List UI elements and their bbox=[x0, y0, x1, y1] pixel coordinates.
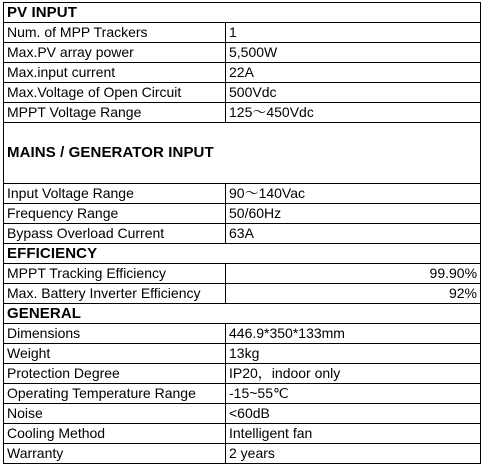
section-title-pv-input: PV INPUT bbox=[4, 3, 481, 23]
row-label: Input Voltage Range bbox=[4, 184, 226, 204]
row-label: Weight bbox=[4, 344, 226, 364]
section-header-row bbox=[4, 304, 481, 324]
row-label: Warranty bbox=[4, 444, 226, 464]
table-row bbox=[4, 424, 481, 444]
row-value: 22A bbox=[226, 63, 481, 83]
table-row bbox=[4, 63, 481, 83]
row-label: Num. of MPP Trackers bbox=[4, 23, 226, 43]
section-title-mains-generator-input: MAINS / GENERATOR INPUT bbox=[4, 123, 481, 184]
table-row bbox=[4, 364, 481, 384]
row-label: Cooling Method bbox=[4, 424, 226, 444]
row-value: 1 bbox=[226, 23, 481, 43]
row-value: 50/60Hz bbox=[226, 204, 481, 224]
table-row bbox=[4, 284, 481, 304]
table-row bbox=[4, 103, 481, 123]
row-label: Dimensions bbox=[4, 324, 226, 344]
section-title-general: GENERAL bbox=[4, 304, 481, 324]
row-value: 125～450Vdc bbox=[226, 103, 481, 123]
row-label: Noise bbox=[4, 404, 226, 424]
row-value: IP20，indoor only bbox=[226, 364, 481, 384]
table-row bbox=[4, 264, 481, 284]
row-value: 90～140Vac bbox=[226, 184, 481, 204]
table-row bbox=[4, 184, 481, 204]
table-row bbox=[4, 224, 481, 244]
row-label: Bypass Overload Current bbox=[4, 224, 226, 244]
table-row bbox=[4, 404, 481, 424]
table-row bbox=[4, 23, 481, 43]
row-label: Max.input current bbox=[4, 63, 226, 83]
section-title-efficiency: EFFICIENCY bbox=[4, 244, 481, 264]
table-row bbox=[4, 83, 481, 103]
row-value: 99.90% bbox=[226, 264, 481, 284]
table-row bbox=[4, 444, 481, 464]
row-value: 2 years bbox=[226, 444, 481, 464]
row-value: 500Vdc bbox=[226, 83, 481, 103]
table-row bbox=[4, 43, 481, 63]
row-value: 92% bbox=[226, 284, 481, 304]
row-label: Max.PV array power bbox=[4, 43, 226, 63]
row-label: MPPT Tracking Efficiency bbox=[4, 264, 226, 284]
row-label: Frequency Range bbox=[4, 204, 226, 224]
row-value: Intelligent fan bbox=[226, 424, 481, 444]
row-value: <60dB bbox=[226, 404, 481, 424]
table-row bbox=[4, 204, 481, 224]
row-label: MPPT Voltage Range bbox=[4, 103, 226, 123]
table-row bbox=[4, 384, 481, 404]
row-label: Max.Voltage of Open Circuit bbox=[4, 83, 226, 103]
section-header-row bbox=[4, 123, 481, 184]
row-value: -15~55℃ bbox=[226, 384, 481, 404]
row-value: 5,500W bbox=[226, 43, 481, 63]
row-value: 63A bbox=[226, 224, 481, 244]
spec-sheet bbox=[3, 2, 480, 467]
table-row bbox=[4, 324, 481, 344]
row-label: Operating Temperature Range bbox=[4, 384, 226, 404]
row-label: Max. Battery Inverter Efficiency bbox=[4, 284, 226, 304]
table-row bbox=[4, 344, 481, 364]
row-label: Protection Degree bbox=[4, 364, 226, 384]
row-value: 446.9*350*133mm bbox=[226, 324, 481, 344]
section-header-row bbox=[4, 3, 481, 23]
spec-table bbox=[3, 2, 481, 464]
section-header-row bbox=[4, 244, 481, 264]
row-value: 13kg bbox=[226, 344, 481, 364]
